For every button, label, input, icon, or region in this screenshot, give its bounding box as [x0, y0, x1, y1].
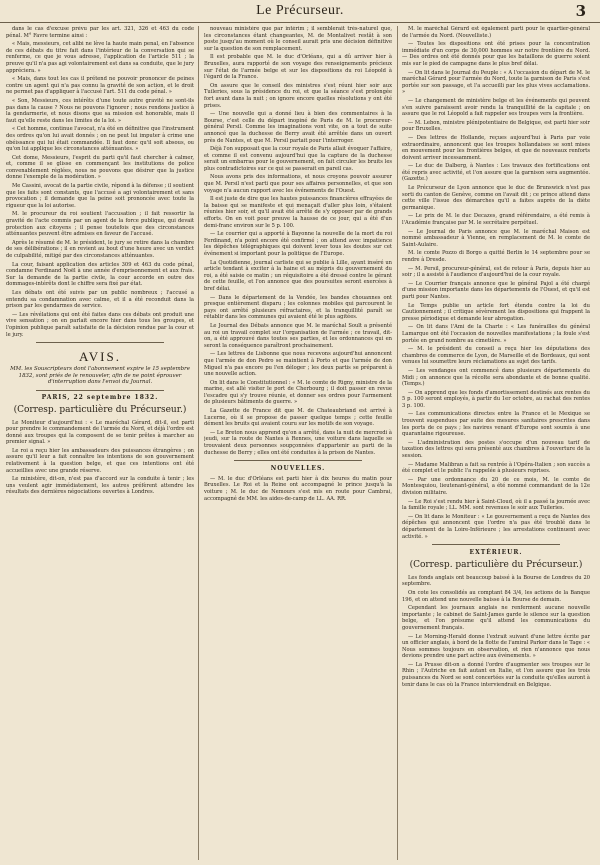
nouvelles-text: — M. le duc d'Orléans est parti hier à dix heures du matin pour Bruxelles. Le Roi et la Reine ont accompagné le prince jusqu'à la voiture ; M. le duc de Nemours s'est mis en route pour Cambrai, accompagné de MM. les aides-de-camp de LL. AA. RR.	[204, 475, 392, 502]
paragraph: — Le Journal de Paris annonce que M. le maréchal Maison est nommé ambassadeur à Vienne, en remplacement de M. le comte de Saint-Aulaire.	[402, 228, 590, 248]
paragraph: — Le changement de ministère belge et les événements qui peuvent s'en suivre paraissent avoir rendu la tranquillité de la capitale ; on assure que le roi Léopold a fait rappeler ses troupes vers la frontière.	[402, 97, 590, 118]
section-rule	[36, 390, 164, 391]
section-rule	[432, 544, 560, 545]
col1-top-text	[6, 26, 194, 338]
paragraph: dans le cas d'excuse prévu par les art. 321, 326 et 463 du code pénal. M° Favre termine ainsi :	[6, 26, 194, 39]
paragraph: Les fonds anglais ont beaucoup baissé à la Bourse de Londres du 20 septembre.	[402, 574, 590, 588]
paragraph: — Par une ordonnance du 20 de ce mois, M. le comte de Montesquiou, lieutenant-général, a été nommé commandant de la 12e division militaire.	[402, 476, 590, 496]
paragraph: nouveau ministère que par intérim ; il semblerait très-naturel que, les circonstances étant changeantes, M. de Montalivet restât à son poste jusqu'au moment où le conseil aurait pris une décision définitive sur la question de son remplacement.	[204, 26, 392, 52]
paragraph: La Quotidienne, journal carliste qui se publie à Lille, ayant inséré un article tendant à exciter à la haine et au mépris du gouvernement du roi, a été saisie ce matin ; un réquisitoire a été dressé contre le gérant de cette feuille, et l'on annonce que des poursuites seront exercées à bref délai.	[204, 259, 392, 292]
paragraph: M. le comte Pozzo di Borgo a quitté Berlin le 14 septembre pour se rendre à Dresde.	[402, 250, 590, 263]
paragraph: — Les vendanges ont commencé dans plusieurs départements du Midi ; on annonce que la récolte sera abondante et de bonne qualité. (Temps.)	[402, 367, 590, 388]
paragraph: M. le maréchal Gérard est également parti pour le quartier-général de l'armée du Nord. (Nouvelliste.)	[402, 26, 590, 39]
column-divider-2	[397, 26, 398, 860]
column-2	[204, 26, 392, 860]
paragraph: On lit dans le Constitutionnel : « M. le comte de Rigny, ministre de la marine, est allé visiter le port de Cherbourg ; il doit passer en revue l'escadre qui s'y trouve réunie, et donner ses ordres pour l'armement de plusieurs bâtiments de guerre. »	[204, 379, 392, 406]
paragraph: — Le Courrier français annonce que le général Pajol a été chargé d'une mission importante dans les départements de l'Ouest, et qu'il est parti pour Nantes.	[402, 280, 590, 300]
avis-heading: AVIS.	[79, 349, 121, 365]
paragraph: — M. Lebon, ministre plénipotentiaire de Belgique, est parti hier soir pour Bruxelles.	[402, 119, 590, 133]
paragraph: M. le procureur du roi soutient l'accusation ; il fait ressortir la gravité de l'acte commis par un agent de la force publique, qui devait protection aux citoyens ; il pense toutefois que des circonstances atténuantes peuvent être admises en faveur de l'accusé.	[6, 211, 194, 238]
paragraph: Me Cassini, avocat de la partie civile, répond à la défense ; il soutient que les faits sont constants, que l'accusé a agi volontairement et sans provocation ; il demande que la peine soit prononcée avec toute la rigueur que la loi autorise.	[6, 183, 194, 209]
paragraph: « Mais, messieurs, cet alibi ne lève la haute main penal, en l'absence de ces débats du titre fait dans l'intérieur de la conversation qui se renferme, ce que je vous adresse, l'application de l'article 511 ; la preuve qu'il n'a pas agi volontairement est dans sa conduite, que le jury appréciera. »	[6, 41, 194, 74]
section-rule	[234, 460, 362, 461]
correspondence-heading: (Corresp. particulière du Précurseur.)	[13, 404, 187, 415]
paragraph: — Des lettres de Hollande, reçues aujourd'hui à Paris par voie extraordinaire, annoncent que les troupes hollandaises se sont mises en mouvement pour les frontières belges, et que de nouveaux renforts doivent arriver incessamment.	[402, 134, 590, 161]
exterieur-correspondence: (Corresp. particulière du Précurseur.)	[409, 559, 583, 570]
paragraph: — Les communications directes entre la France et le Mexique se trouvent suspendues par suite des mesures sanitaires prescrites dans les ports de ce pays ; les navires venant d'Europe sont soumis à une quarantaine rigoureuse.	[402, 411, 590, 438]
paragraph: Le Temps publie un article fort étendu contre la loi du Cautionnement ; il critique sévèrement les dispositions qui frappent la presse périodique et demande leur abrogation.	[402, 302, 590, 322]
section-rule	[36, 342, 164, 343]
paragraph: — Les lettres de Lisbonne que nous recevons aujourd'hui annoncent que l'armée de don Pedro se maintient à Porto et que l'armée de don Miguel n'a pas encore pu l'en déloger ; les deux partis se préparent à une nouvelle action.	[204, 351, 392, 378]
page-number: 3	[575, 2, 586, 20]
paragraph: Il est probable que M. le duc d'Orléans, qui a dû arriver hier à Bruxelles, aura rapporté de son voyage des renseignements précieux sur l'état de l'armée belge et sur les dispositions du roi Léopold à l'égard de la France.	[204, 54, 392, 81]
dateline: PARIS, 22 septembre 1832.	[41, 393, 159, 401]
paragraph: Le ministère, dit-on, n'est pas d'accord sur la conduite à tenir ; les uns veulent agir immédiatement, les autres préfèrent attendre les résultats des dernières négociations ouvertes à Londres.	[6, 476, 194, 496]
masthead	[0, 0, 600, 23]
paragraph: — Dans le département de la Vendée, les bandes chouannes ont presque entièrement disparu ; les colonnes mobiles qui parcourent le pays ont arrêté plusieurs réfractaires, et la tranquillité paraît se rétablir dans les communes qui avaient été le plus agitées.	[204, 294, 392, 321]
paragraph: — On lit dans le Journal du Peuple : « A l'occasion du départ de M. le maréchal Gérard pour l'armée du Nord, toute la garnison de Paris s'est portée sur son passage, et l'a accueilli par les plus vives acclamations. »	[402, 69, 590, 96]
exterieur-heading: EXTÉRIEUR.	[469, 549, 523, 557]
paragraph: — M. le président du conseil a reçu hier les députations des chambres de commerce de Lyon, de Marseille et de Bordeaux, qui sont venues lui soumettre leurs réclamations au sujet des tarifs.	[402, 346, 590, 366]
paragraph: — On lit dans l'Ami de la Charte : « Les funérailles du général Lamarque ont été l'occasion de nouvelles manifestations ; la foule s'est portée en grand nombre au cimetière. »	[402, 324, 590, 344]
paragraph: — Le Breton nous apprend qu'on a arrêté, dans la nuit de mercredi à jeudi, sur la route de Nantes à Rennes, une voiture dans laquelle se trouvaient deux personnes soupçonnées d'appartenir au parti de la duchesse de Berry ; elles ont été conduites à la prison de Nantes.	[204, 429, 392, 456]
paragraph: « Cet homme, continue l'avocat, n'a été en définitive que l'instrument des ordres qu'on lui avait donnés ; on ne peut lui imputer à crime une obéissance qui lui était commandée. Il faut donc qu'il soit absous, ou qu'on lui applique les circonstances atténuantes. »	[6, 126, 194, 153]
paragraph: — La Prusse dit-on a donné l'ordre d'augmenter ses troupes sur le Rhin ; l'Autriche en fait autant en Italie, et l'on assure que les trois puissances du Nord se sont concertées sur la conduite qu'elles auront à tenir dans le cas où la France interviendrait en Belgique.	[402, 661, 590, 688]
paragraph: La cour, faisant application des articles 309 et 463 du code pénal, condamne Ferdinand Noël à une année d'emprisonnement et aux frais. Sur la demande de la partie civile, la cour accorde en outre des dommages-intérêts dont le chiffre sera fixé par état.	[6, 261, 194, 288]
paragraph: — Le prix de M. le duc Decazes, grand référendaire, a été remis à l'Académie française par M. le secrétaire perpétuel.	[402, 213, 590, 227]
paragraph: Il est juste de dire que les hautes puissances financières effrayées de la baisse qui se manifeste et qui menaçait d'aller plus loin, s'étaient réunies hier soir, et qu'il avait été arrêté de s'y opposer par de grands efforts. On en voit pour preuve la hausse de ce jour, qui a été d'un demi-franc environ sur le 5 p. 100.	[204, 196, 392, 229]
paragraph: Cet dome, Messieurs, l'esprit du parti qu'il faut chercher à calmer, et, comme il se glisse en commençant les institutions de police convenablement réglées, nous ne pouvons que désirer que la justice donne l'exemple de la modération. »	[6, 154, 194, 181]
paragraph: — Toutes les dispositions ont été prises pour la concentration immédiate d'un corps de 30,000 hommes sur notre frontière du Nord. — Des ordres ont été donnés pour que les bataillons de guerre soient mis sur le pied de campagne dans le plus bref délai.	[402, 41, 590, 67]
paragraph: Déjà l'on supposait que la cour royale de Paris allait évoquer l'affaire, et comme il est convenu aujourd'hui que la capture de la duchesse serait un embarras pour le gouvernement, on fait circuler les bruits les plus contradictoires sur ce qui se passerait en pareil cas.	[204, 146, 392, 172]
paragraph: — M. Persil, procureur-général, est de retour à Paris, depuis hier au soir ; il a assisté à l'audience d'aujourd'hui de la cour royale.	[402, 265, 590, 279]
newspaper-title: Le Précurseur.	[256, 3, 344, 18]
paragraph: — On apprend que les fonds d'amortissement destinés aux rentes du 5 p. 100 seront employés, à partir du 1er octobre, au rachat des rentes 3 p. 100.	[402, 389, 590, 409]
paragraph: Le Journal des Débats annonce que M. le maréchal Soult a présenté au roi un travail complet sur l'organisation de l'armée ; ce travail, dit-on, a été approuvé dans toutes ses parties, et les ordonnances qui en seront la conséquence paraîtront prochainement.	[204, 322, 392, 349]
paragraph: On cote les consolidés au comptant 84 3/4, les actions de la Banque 196, et on attend une nouvelle baisse à la Bourse de demain.	[402, 589, 590, 603]
column-3	[402, 26, 590, 860]
paragraph: — L'administration des postes s'occupe d'un nouveau tarif de taxation des lettres qui sera présenté aux chambres à l'ouverture de la session.	[402, 439, 590, 460]
paragraph: — Les révélations qui ont été faites dans ces débats ont produit une vive sensation ; on en parlait encore hier dans tous les groupes, et l'opinion publique paraît satisfaite de la décision rendue par la cour et le jury.	[6, 311, 194, 338]
paragraph: — Une nouvelle qui a donné lieu à bien des commentaires à la Bourse, c'est celle du départ inopiné de Paris de M. le procureur-général Persil. Comme les imaginations vont vite, on a tout de suite annoncé que la duchesse de Berry avait été arrêtée dans un ouvert près de Nantes, et que M. Persil partait pour l'interroger.	[204, 111, 392, 144]
paragraph: — Le Morning-Herald donne l'extrait suivant d'une lettre écrite par un officier anglais, à bord de la flotte de l'amiral Parker dans le Tage : « Nous sommes toujours en observation, et rien n'annonce que nous devions prendre une part active aux événements. »	[402, 633, 590, 660]
paragraph: On assure que le conseil des ministres s'est réuni hier soir aux Tuileries, sous la présidence du roi, et que la séance s'est prolongée fort avant dans la nuit ; on ignore encore quelles résolutions y ont été prises.	[204, 82, 392, 109]
paragraph: Le roi a reçu hier les ambassadeurs des puissances étrangères ; on assure qu'il leur a fait connaître les intentions de son gouvernement relativement à la question belge, et que ces intentions ont été accueillies avec une grande réserve.	[6, 447, 194, 474]
paragraph: — Le courrier qui a apporté à Bayonne la nouvelle de la mort du roi Ferdinand, n'a point encore été confirmé ; on attend avec impatience les dépêches télégraphiques qui doivent lever tous les doutes sur cet événement si important pour la politique de l'Europe.	[204, 231, 392, 257]
nouvelles-heading: NOUVELLES.	[270, 465, 326, 473]
paragraph: Nous avons pris des informations, et nous croyons pouvoir assurer que M. Persil n'est parti que pour ses affaires personnelles, et que son voyage n'a aucun rapport avec les événements de l'Ouest.	[204, 174, 392, 194]
column-divider-1	[198, 26, 199, 860]
paragraph: Le Moniteur d'aujourd'hui : « Le maréchal Gérard, dit-il, est parti pour prendre le commandement de l'armée du Nord, et déjà l'ordre est donné aux troupes qui la composent de se tenir prêtes à marcher au premier signal. »	[6, 419, 194, 446]
paragraph: « Mais, dans tout les cas il prétend ne pouvoir prononcer de peines contre un agent qui n'a pas connu la gravité de son action, et le droit ne permet pas d'appliquer à l'accusé l'art. 511 du code pénal. »	[6, 76, 194, 96]
paragraph: Les débats ont été suivis par un public nombreux ; l'accusé a entendu sa condamnation avec calme, et il a été reconduit dans la prison par les gendarmes de service.	[6, 289, 194, 310]
paragraph: — Le duc de Dalberg, à Nantes : Les travaux des fortifications ont été repris avec activité, et l'on assure que la garnison sera augmentée. (Gazette.)	[402, 163, 590, 183]
col1-bottom-text	[6, 420, 194, 497]
column-1	[6, 26, 194, 860]
paragraph: « Son, Messieurs, ces intérêts d'une toute autre gravité ne sont-ils pas dans la cause ? Nous ne pouvons l'ignorer ; nous rendons justice à la gendarmerie, et nous disons que sa mission est honorable, mais il faut qu'elle reste dans les limites de la loi. »	[6, 97, 194, 124]
paragraph: Le Précurseur de Lyon annonce que le duc de Brunswick n'est pas sorti du canton de Genève, comme on l'avait dit ; ce prince attend dans cette ville l'issue des démarches qu'il a faites auprès de la diète germanique.	[402, 185, 590, 211]
paragraph: — On lit dans le Moniteur : « Le gouvernement a reçu de Nantes des dépêches qui annoncent que l'ordre n'a pas été troublé dans le département de la Loire-Inférieure ; les arrestations continuent avec activité. »	[402, 513, 590, 540]
avis-text: MM. les Souscripteurs dont l'abonnement expire le 15 septembre 1832, sont priés de le renouveler, afin de ne point éprouver d'interruption dans l'envoi du Journal.	[10, 366, 190, 386]
paragraph: — Le Roi s'est rendu hier à Saint-Cloud, où il a passé la journée avec la famille royale ; LL. MM. sont revenues le soir aux Tuileries.	[402, 498, 590, 512]
paragraph: Après le résumé de M. le président, le jury se retire dans la chambre de ses délibérations ; il en revient au bout d'une heure avec un verdict de culpabilité, mitigé par des circonstances atténuantes.	[6, 239, 194, 259]
paragraph: — Madame Malibran a fait sa rentrée à l'Opéra-Italien ; son succès a été complet et le public l'a rappelée à plusieurs reprises.	[402, 461, 590, 475]
paragraph: Cependant les journaux anglais ne renferment aucune nouvelle importante ; le cabinet de Saint-James garde le silence sur la question belge, et l'on présume qu'il attend les communications du gouvernement français.	[402, 605, 590, 631]
paragraph: La Gazette de France dit que M. de Chateaubriand est arrivé à Lucerne, où il se propose de passer quelque temps ; cette feuille dément les bruits qui avaient couru sur les motifs de son voyage.	[204, 408, 392, 428]
